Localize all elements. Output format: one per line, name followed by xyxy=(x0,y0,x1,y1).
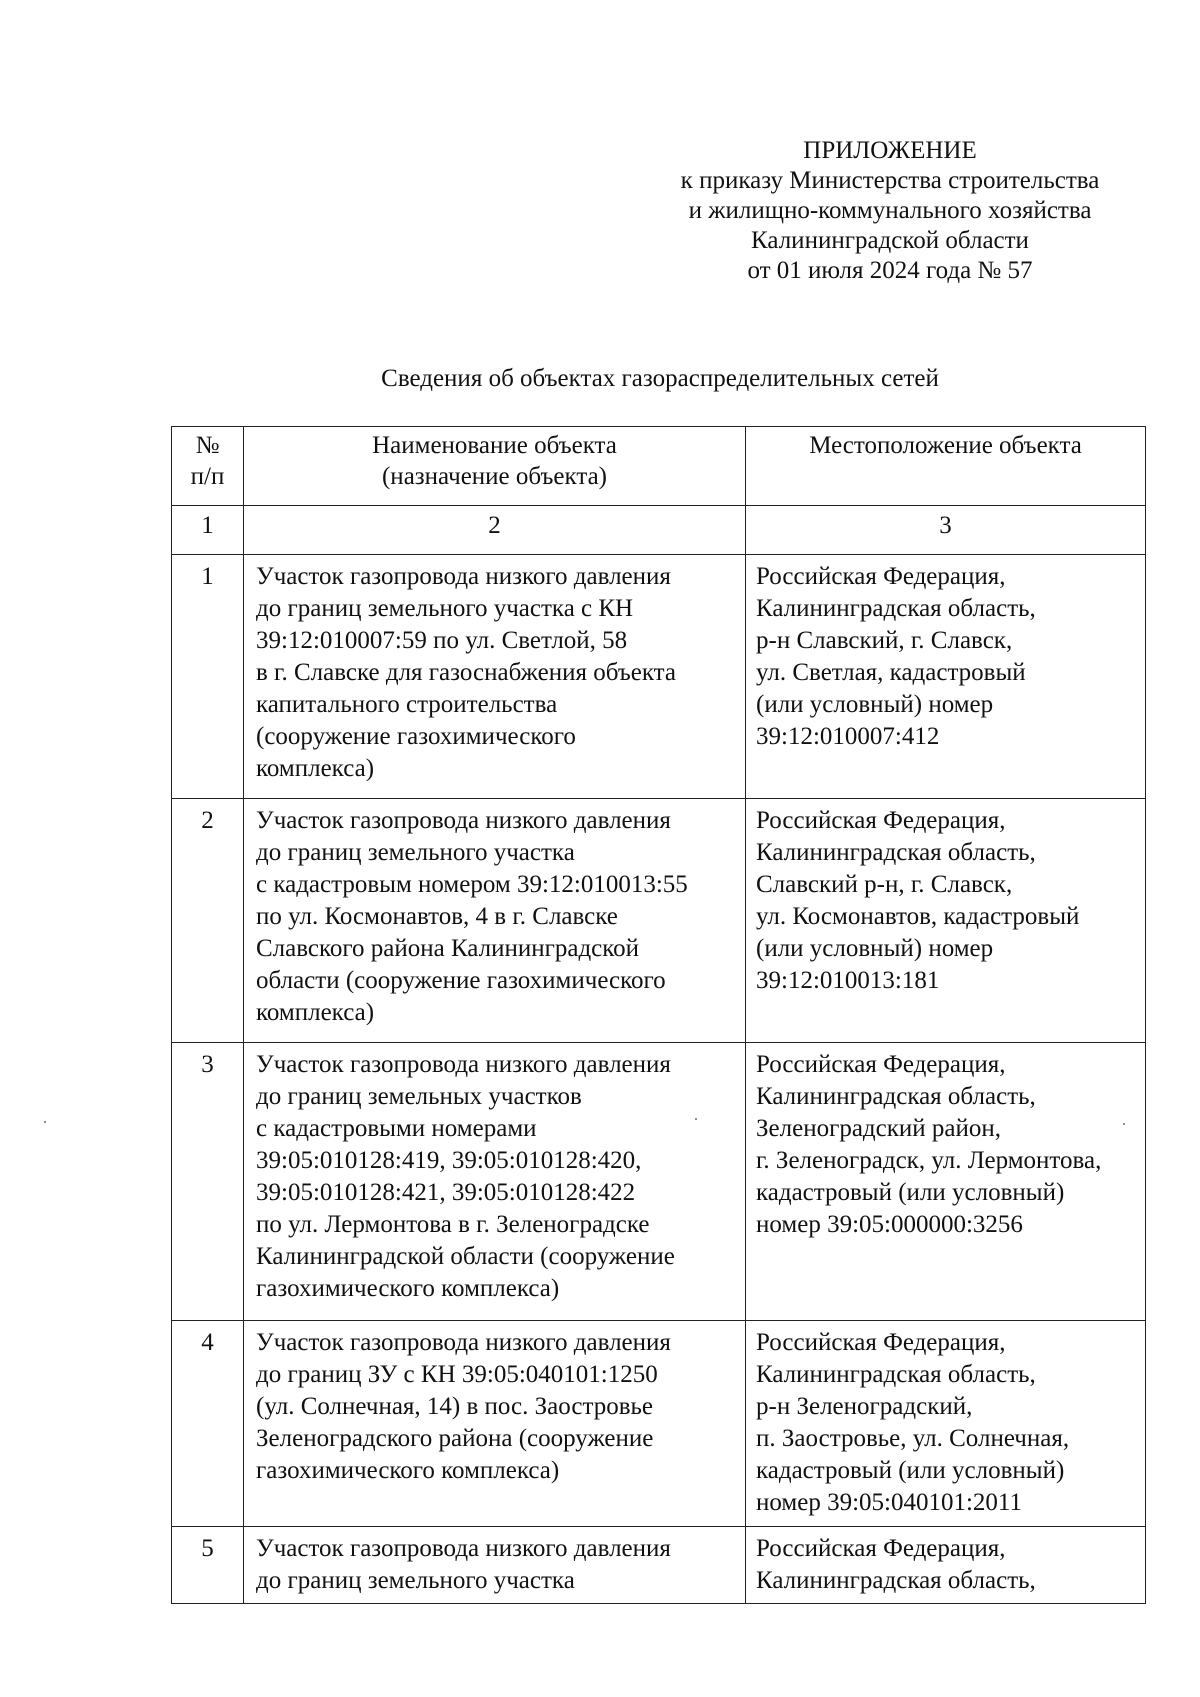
header-object-location: Местоположение объекта xyxy=(746,427,1146,506)
header-line-order: к приказу Министерства строительства xyxy=(680,167,1100,194)
object-name: Участок газопровода низкого давления до границ земельного участка с КН 39:12:010007:59 по ул. Светлой, 58 в г. Славске для газоснабжения объекта капитального строительства (сооружение газохимического комплекса) xyxy=(244,555,746,799)
row-number: 2 xyxy=(172,799,244,1043)
objects-table xyxy=(171,426,1146,1604)
column-index-row xyxy=(172,506,1146,555)
scan-speck xyxy=(695,1118,697,1120)
row-number: 3 xyxy=(172,1043,244,1321)
object-location: Российская Федерация, Калининградская область, Славский р-н, г. Славск, ул. Космонавтов, кадастровый (или условный) номер 39:12:010013:181 xyxy=(746,799,1146,1043)
table-row xyxy=(172,1043,1146,1321)
header-line-appendix: ПРИЛОЖЕНИЕ xyxy=(803,137,977,164)
row-number: 5 xyxy=(172,1527,244,1604)
column-index-3: 3 xyxy=(746,506,1146,555)
header-line-region: Калининградской области xyxy=(751,227,1029,254)
header-line-date: от 01 июля 2024 года № 57 xyxy=(747,257,1033,284)
table-header-row xyxy=(172,427,1146,506)
object-location: Российская Федерация, Калининградская область, р-н Славский, г. Славск, ул. Светлая, кадастровый (или условный) номер 39:12:010007:412 xyxy=(746,555,1146,799)
object-location: Российская Федерация, Калининградская область, р-н Зеленоградский, п. Заостровье, ул. Солнечная, кадастровый (или условный) номер 39:05:040101:2011 xyxy=(746,1321,1146,1527)
scan-speck xyxy=(44,1121,46,1123)
row-number: 4 xyxy=(172,1321,244,1527)
header-line-ministry: и жилищно-коммунального хозяйства xyxy=(688,197,1092,224)
object-location: Российская Федерация, Калининградская область, Зеленоградский район, г. Зеленоградск, ул. Лермонтова, кадастровый (или условный) номер 39:05:000000:3256 xyxy=(746,1043,1146,1321)
table-row xyxy=(172,555,1146,799)
column-index-1: 1 xyxy=(172,506,244,555)
scan-speck xyxy=(1123,1123,1125,1125)
header-object-name: Наименование объекта (назначение объекта) xyxy=(244,427,746,506)
object-location: Российская Федерация, Калининградская область, xyxy=(746,1527,1146,1604)
appendix-header xyxy=(640,136,1140,286)
object-name: Участок газопровода низкого давления до границ ЗУ с КН 39:05:040101:1250 (ул. Солнечная, 14) в пос. Заостровье Зеленоградского района (сооружение газохимического комплекса) xyxy=(244,1321,746,1527)
row-number: 1 xyxy=(172,555,244,799)
table-row xyxy=(172,1321,1146,1527)
header-number: № п/п xyxy=(172,427,244,506)
object-name: Участок газопровода низкого давления до границ земельных участков с кадастровыми номерами 39:05:010128:419, 39:05:010128:420, 39:05:010128:421, 39:05:010128:422 по ул. Лермонтова в г. Зеленоградске Калининградской области (сооружение газохимического комплекса) xyxy=(244,1043,746,1321)
document-title: Сведения об объектах газораспределительных сетей xyxy=(381,365,939,392)
object-name: Участок газопровода низкого давления до границ земельного участка xyxy=(244,1527,746,1604)
column-index-2: 2 xyxy=(244,506,746,555)
table-row xyxy=(172,1527,1146,1604)
table-row xyxy=(172,799,1146,1043)
object-name: Участок газопровода низкого давления до границ земельного участка с кадастровым номером 39:12:010013:55 по ул. Космонавтов, 4 в г. Славске Славского района Калининградской области (сооружение газохимического комплекса) xyxy=(244,799,746,1043)
